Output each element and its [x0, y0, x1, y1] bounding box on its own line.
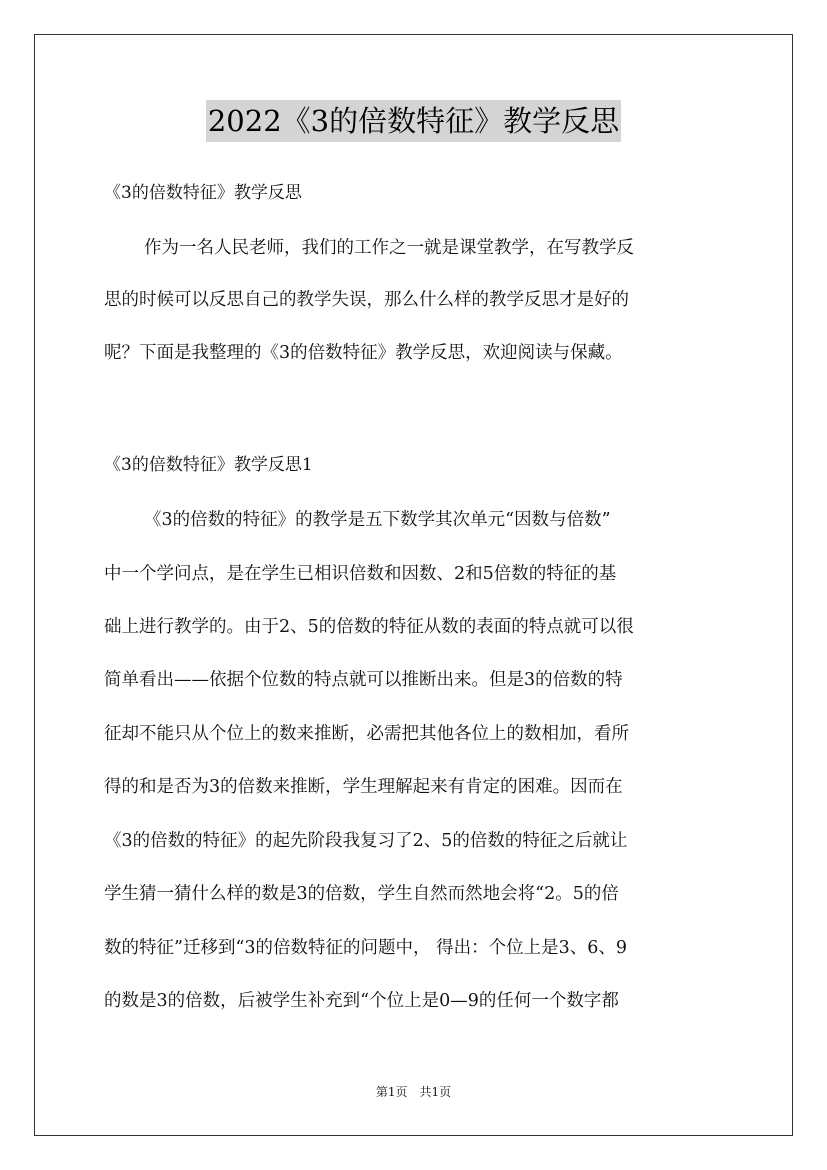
section-heading: 《3的倍数特征》教学反思1 [104, 455, 313, 475]
body-line: 《3的倍数的特征》的起先阶段我复习了2、5的倍数的特征之后就让 [104, 831, 628, 851]
page-footer: 第1页 共1页 [375, 1085, 452, 1099]
body-line: 的数是3的倍数，后被学生补充到“个位上是0—9的任何一个数字都 [104, 991, 619, 1011]
body-line: 简单看出——依据个位数的特点就可以推断出来。但是3的倍数的特 [104, 670, 623, 690]
body-line: 数的特征”迁移到“3的倍数特征的问题中， 得出：个位上是3、6、9 [104, 938, 627, 958]
body-line: 得的和是否为3的倍数来推断，学生理解起来有肯定的困难。因而在 [104, 777, 623, 797]
body-line: 础上进行教学的。由于2、5的倍数的特征从数的表面的特点就可以很 [104, 617, 634, 637]
body-line: 中一个学问点，是在学生已相识倍数和因数、2和5倍数的特征的基 [104, 564, 617, 584]
body-line: 征却不能只从个位上的数来推断，必需把其他各位上的数相加，看所 [104, 724, 629, 744]
body-line: 学生猜一猜什么样的数是3的倍数，学生自然而然地会将“2。5的倍 [104, 884, 619, 904]
intro-line: 思的时候可以反思自己的教学失误，那么什么样的教学反思才是好的 [104, 290, 629, 310]
document-subtitle: 《3的倍数特征》教学反思 [104, 183, 302, 203]
body-line: 《3的倍数的特征》的教学是五下数学其次单元“因数与倍数” [144, 510, 611, 530]
intro-line: 作为一名人民老师，我们的工作之一就是课堂教学，在写教学反 [144, 238, 634, 258]
document-title [0, 100, 827, 142]
document-title-text: 2022《3的倍数特征》教学反思 [206, 100, 621, 142]
intro-line: 呢？下面是我整理的《3的倍数特征》教学反思，欢迎阅读与保藏。 [104, 343, 623, 363]
